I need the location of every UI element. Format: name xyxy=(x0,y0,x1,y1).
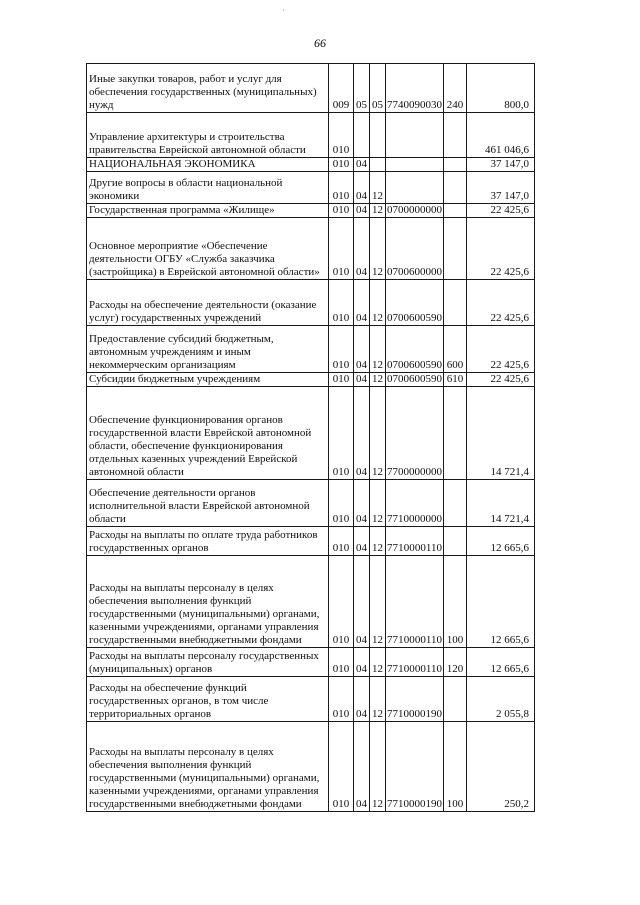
subsection-cell: 12 xyxy=(370,480,386,527)
item-name-cell: Другие вопросы в области национальной экономики xyxy=(87,172,329,204)
target-article-parts xyxy=(387,708,442,721)
target-article-cs1: 77 xyxy=(387,466,398,478)
table-row xyxy=(87,204,535,218)
target-article-cs2: 0 xyxy=(398,466,404,478)
ved-cell: 010 xyxy=(329,172,354,204)
target-article-cell xyxy=(386,172,444,204)
target-article-parts xyxy=(387,798,442,811)
target-article-cs2: 4 xyxy=(398,99,404,111)
amount-cell: 22 425,6 xyxy=(467,204,535,218)
table-row xyxy=(87,527,535,556)
item-name-cell: Расходы на выплаты по оплате труда работников государственных органов xyxy=(87,527,329,556)
target-article-cs4: 00110 xyxy=(414,634,442,646)
expense-type-cell xyxy=(444,204,467,218)
section-cell: 04 xyxy=(354,158,370,172)
section-cell: 04 xyxy=(354,387,370,480)
target-article-cs2: 1 xyxy=(398,708,404,720)
amount-cell: 250,2 xyxy=(467,722,535,812)
amount-cell: 22 425,6 xyxy=(467,218,535,280)
target-article-cs2: 1 xyxy=(398,663,404,675)
table-row xyxy=(87,722,535,812)
target-article-parts xyxy=(387,266,442,279)
target-article-cs2: 1 xyxy=(398,634,404,646)
expense-type-cell xyxy=(444,677,467,722)
amount-cell: 14 721,4 xyxy=(467,387,535,480)
section-cell: 04 xyxy=(354,677,370,722)
expense-type-cell: 100 xyxy=(444,556,467,648)
target-article-cell xyxy=(386,480,444,527)
ved-cell: 010 xyxy=(329,280,354,326)
subsection-cell: 12 xyxy=(370,218,386,280)
subsection-cell: 12 xyxy=(370,373,386,387)
section-cell: 04 xyxy=(354,527,370,556)
ved-cell: 010 xyxy=(329,480,354,527)
subsection-cell: 12 xyxy=(370,326,386,373)
target-article-cell xyxy=(386,648,444,677)
amount-cell: 14 721,4 xyxy=(467,480,535,527)
ved-cell: 010 xyxy=(329,387,354,480)
ved-cell: 010 xyxy=(329,204,354,218)
item-name-cell: Расходы на обеспечение функций государственных органов, в том числе территориальных органов xyxy=(87,677,329,722)
target-article-cs4: 00590 xyxy=(414,312,442,324)
subsection-cell: 12 xyxy=(370,527,386,556)
target-article-cs3: 00 xyxy=(403,542,415,554)
target-article-cs3: 00 xyxy=(403,99,415,111)
subsection-cell: 12 xyxy=(370,722,386,812)
target-article-parts xyxy=(387,634,442,647)
target-article-cs4: 00590 xyxy=(414,373,442,385)
ved-cell: 010 xyxy=(329,326,354,373)
item-name-cell: Предоставление субсидий бюджетным, автономным учреждениям и иным некоммерческим организациям xyxy=(87,326,329,373)
table-row xyxy=(87,373,535,387)
target-article-cs4: 00000 xyxy=(414,204,442,216)
item-name-cell: НАЦИОНАЛЬНАЯ ЭКОНОМИКА xyxy=(87,158,329,172)
target-article-cs2: 0 xyxy=(398,359,404,371)
target-article-cs3: 00 xyxy=(403,798,415,810)
target-article-cell xyxy=(386,280,444,326)
target-article-cs3: 00 xyxy=(403,708,415,720)
target-article-cell xyxy=(386,326,444,373)
expense-type-cell xyxy=(444,387,467,480)
target-article-cs2: 0 xyxy=(398,373,404,385)
target-article-cs4: 00000 xyxy=(414,466,442,478)
section-cell: 04 xyxy=(354,280,370,326)
table-row xyxy=(87,648,535,677)
expense-type-cell xyxy=(444,158,467,172)
target-article-parts xyxy=(387,373,442,386)
amount-cell: 2 055,8 xyxy=(467,677,535,722)
item-name-cell: Обеспечение деятельности органов исполнительной власти Еврейской автономной области xyxy=(87,480,329,527)
target-article-cs4: 00190 xyxy=(414,798,442,810)
target-article-cell xyxy=(386,527,444,556)
target-article-parts xyxy=(387,359,442,372)
amount-cell: 22 425,6 xyxy=(467,373,535,387)
target-article-parts xyxy=(387,466,442,479)
target-article-cs3: 00 xyxy=(403,204,415,216)
expense-type-cell: 610 xyxy=(444,373,467,387)
expense-type-cell xyxy=(444,280,467,326)
target-article-cs1: 07 xyxy=(387,359,398,371)
expense-type-cell xyxy=(444,218,467,280)
table-row xyxy=(87,113,535,158)
subsection-cell: 12 xyxy=(370,387,386,480)
table-row xyxy=(87,158,535,172)
target-article-parts xyxy=(387,99,442,112)
target-article-cs3: 06 xyxy=(403,359,415,371)
target-article-cs4: 00190 xyxy=(414,708,442,720)
subsection-cell: 12 xyxy=(370,556,386,648)
ved-cell: 010 xyxy=(329,218,354,280)
ved-cell: 010 xyxy=(329,158,354,172)
target-article-cs2: 1 xyxy=(398,798,404,810)
target-article-cs3: 00 xyxy=(403,466,415,478)
target-article-cs4: 00000 xyxy=(414,513,442,525)
target-article-cell xyxy=(386,556,444,648)
target-article-parts xyxy=(387,312,442,325)
target-article-cs1: 07 xyxy=(387,266,398,278)
section-cell: 04 xyxy=(354,556,370,648)
section-cell: 04 xyxy=(354,648,370,677)
item-name-cell: Расходы на выплаты персоналу государственных (муниципальных) органов xyxy=(87,648,329,677)
ved-cell: 010 xyxy=(329,527,354,556)
target-article-cell xyxy=(386,387,444,480)
ved-cell: 010 xyxy=(329,556,354,648)
item-name-cell: Государственная программа «Жилище» xyxy=(87,204,329,218)
section-cell: 04 xyxy=(354,373,370,387)
table-row xyxy=(87,556,535,648)
table-row xyxy=(87,387,535,480)
subsection-cell: 12 xyxy=(370,280,386,326)
target-article-cell xyxy=(386,677,444,722)
target-article-cs1: 77 xyxy=(387,513,398,525)
target-article-parts xyxy=(387,204,442,217)
target-article-cs1: 07 xyxy=(387,204,398,216)
table-row xyxy=(87,280,535,326)
item-name-cell: Субсидии бюджетным учреждениям xyxy=(87,373,329,387)
amount-cell: 461 046,6 xyxy=(467,113,535,158)
table-row xyxy=(87,326,535,373)
target-article-cs1: 07 xyxy=(387,373,398,385)
budget-table-body xyxy=(87,64,535,812)
target-article-cell xyxy=(386,218,444,280)
target-article-cell xyxy=(386,204,444,218)
budget-table xyxy=(86,63,535,812)
target-article-cell xyxy=(386,722,444,812)
item-name-cell: Расходы на выплаты персоналу в целях обеспечения выполнения функций государственными (муниципальными) органами, казенными учреждениями, органами управления государственными внебюджетными фондами xyxy=(87,722,329,812)
subsection-cell: 12 xyxy=(370,677,386,722)
target-article-cs3: 06 xyxy=(403,373,415,385)
item-name-cell: Управление архитектуры и строительства правительства Еврейской автономной области xyxy=(87,113,329,158)
expense-type-cell xyxy=(444,113,467,158)
item-name-cell: Основное мероприятие «Обеспечение деятельности ОГБУ «Служба заказчика (застройщика) в Еврейской автономной области» xyxy=(87,218,329,280)
target-article-cs3: 00 xyxy=(403,513,415,525)
amount-cell: 22 425,6 xyxy=(467,326,535,373)
target-article-cell xyxy=(386,113,444,158)
ved-cell: 010 xyxy=(329,373,354,387)
ved-cell: 009 xyxy=(329,64,354,113)
section-cell xyxy=(354,113,370,158)
item-name-cell: Расходы на обеспечение деятельности (оказание услуг) государственных учреждений xyxy=(87,280,329,326)
target-article-cs1: 77 xyxy=(387,542,398,554)
ved-cell: 010 xyxy=(329,648,354,677)
target-article-parts xyxy=(387,513,442,526)
subsection-cell: 12 xyxy=(370,204,386,218)
item-name-cell: Обеспечение функционирования органов государственной власти Еврейской автономной области, обеспечение функционирования отдельных казенных учреждений Еврейской автономной области xyxy=(87,387,329,480)
subsection-cell: 12 xyxy=(370,172,386,204)
expense-type-cell: 100 xyxy=(444,722,467,812)
target-article-cs2: 1 xyxy=(398,513,404,525)
target-article-cs2: 0 xyxy=(398,312,404,324)
page-number: 66 xyxy=(314,36,326,50)
table-row xyxy=(87,480,535,527)
amount-cell: 12 665,6 xyxy=(467,556,535,648)
section-cell: 04 xyxy=(354,172,370,204)
expense-type-cell: 600 xyxy=(444,326,467,373)
ved-cell: 010 xyxy=(329,113,354,158)
table-row xyxy=(87,172,535,204)
target-article-cs2: 0 xyxy=(398,204,404,216)
amount-cell: 37 147,0 xyxy=(467,158,535,172)
target-article-cs1: 77 xyxy=(387,798,398,810)
target-article-cs1: 77 xyxy=(387,99,398,111)
target-article-cs3: 00 xyxy=(403,634,415,646)
expense-type-cell xyxy=(444,480,467,527)
amount-cell: 12 665,6 xyxy=(467,648,535,677)
target-article-cs4: 00110 xyxy=(414,663,442,675)
expense-type-cell: 240 xyxy=(444,64,467,113)
target-article-cs3: 06 xyxy=(403,266,415,278)
section-cell: 04 xyxy=(354,218,370,280)
ved-cell: 010 xyxy=(329,677,354,722)
target-article-cell xyxy=(386,158,444,172)
target-article-cs1: 77 xyxy=(387,634,398,646)
subsection-cell xyxy=(370,113,386,158)
target-article-cs3: 00 xyxy=(403,663,415,675)
target-article-cs4: 00000 xyxy=(414,266,442,278)
target-article-cs1: 07 xyxy=(387,312,398,324)
item-name-cell: Иные закупки товаров, работ и услуг для обеспечения государственных (муниципальных) нужд xyxy=(87,64,329,113)
target-article-cs2: 1 xyxy=(398,542,404,554)
section-cell: 04 xyxy=(354,204,370,218)
target-article-cs2: 0 xyxy=(398,266,404,278)
expense-type-cell xyxy=(444,172,467,204)
section-cell: 04 xyxy=(354,722,370,812)
table-row xyxy=(87,677,535,722)
amount-cell: 22 425,6 xyxy=(467,280,535,326)
subsection-cell xyxy=(370,158,386,172)
amount-cell: 800,0 xyxy=(467,64,535,113)
expense-type-cell: 120 xyxy=(444,648,467,677)
subsection-cell: 05 xyxy=(370,64,386,113)
target-article-cs1: 77 xyxy=(387,663,398,675)
section-cell: 04 xyxy=(354,326,370,373)
target-article-cell xyxy=(386,64,444,113)
target-article-parts xyxy=(387,542,442,555)
target-article-cs4: 00590 xyxy=(414,359,442,371)
target-article-cs3: 06 xyxy=(403,312,415,324)
table-row xyxy=(87,218,535,280)
subsection-cell: 12 xyxy=(370,648,386,677)
target-article-cs4: 90030 xyxy=(414,99,442,111)
ved-cell: 010 xyxy=(329,722,354,812)
section-cell: 04 xyxy=(354,480,370,527)
page-top-mark: · xyxy=(282,6,285,15)
table-row xyxy=(87,64,535,113)
expense-type-cell xyxy=(444,527,467,556)
target-article-cs4: 00110 xyxy=(414,542,442,554)
section-cell: 05 xyxy=(354,64,370,113)
amount-cell: 12 665,6 xyxy=(467,527,535,556)
amount-cell: 37 147,0 xyxy=(467,172,535,204)
target-article-cs1: 77 xyxy=(387,708,398,720)
item-name-cell: Расходы на выплаты персоналу в целях обеспечения выполнения функций государственными (муниципальными) органами, казенными учреждениями, органами управления государственными внебюджетными фондами xyxy=(87,556,329,648)
target-article-parts xyxy=(387,663,442,676)
target-article-cell xyxy=(386,373,444,387)
